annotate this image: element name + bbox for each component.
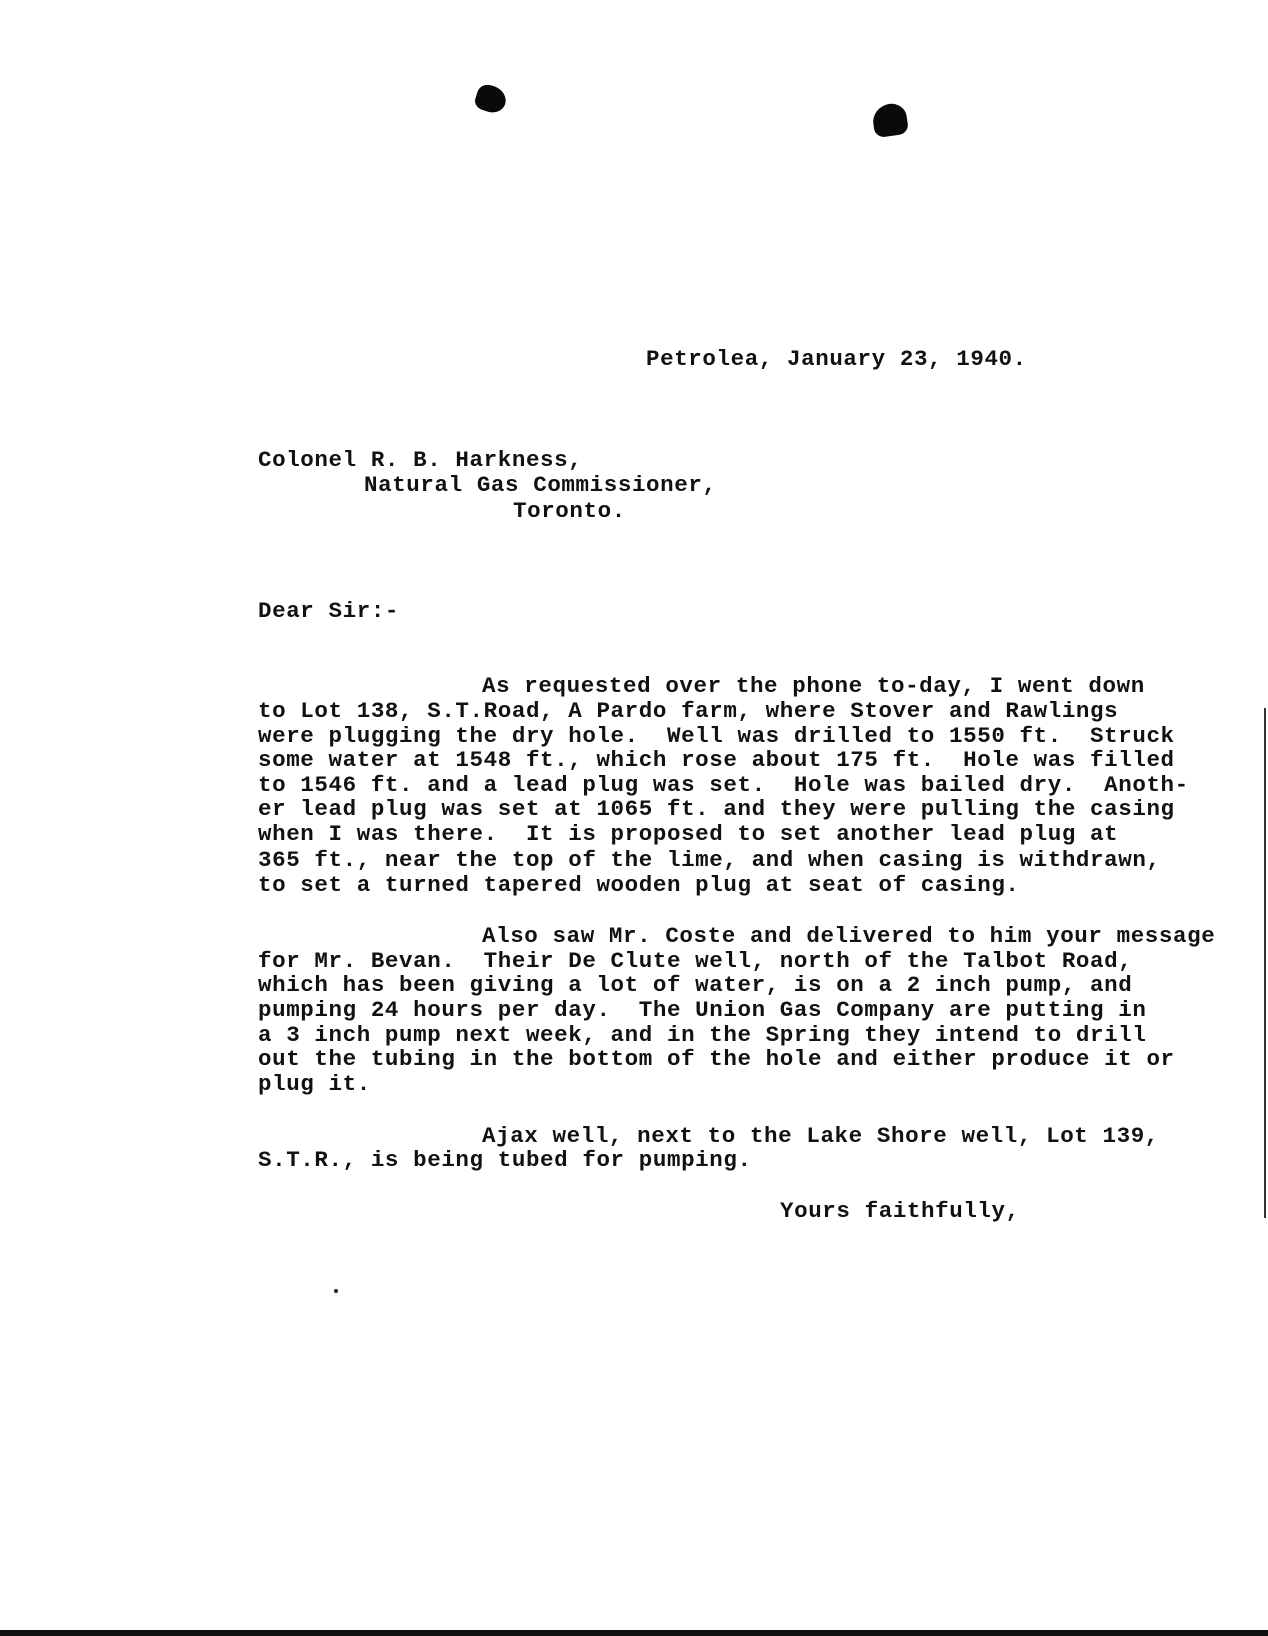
paragraph-2-line: which has been giving a lot of water, is on a 2 inch pump, and <box>258 972 1133 998</box>
paragraph-1-line: when I was there. It is proposed to set another lead plug at <box>258 821 1119 847</box>
paragraph-2-line: pumping 24 hours per day. The Union Gas Company are putting in <box>258 997 1147 1023</box>
paragraph-1-line: As requested over the phone to-day, I went down <box>482 673 1145 699</box>
paragraph-2-line: out the tubing in the bottom of the hole and either produce it or <box>258 1046 1175 1072</box>
recipient-title: Natural Gas Commissioner, <box>364 472 717 498</box>
recipient-city: Toronto. <box>513 498 626 524</box>
paragraph-1-line: some water at 1548 ft., which rose about 175 ft. Hole was filled <box>258 747 1175 773</box>
salutation: Dear Sir:- <box>258 598 400 624</box>
dateline: Petrolea, January 23, 1940. <box>646 346 1027 372</box>
paragraph-1-line: er lead plug was set at 1065 ft. and they were pulling the casing <box>258 796 1175 822</box>
paragraph-2-line: for Mr. Bevan. Their De Clute well, north of the Talbot Road, <box>258 948 1133 974</box>
page-edge-mark <box>1264 708 1266 1218</box>
paragraph-3-line: S.T.R., is being tubed for pumping. <box>258 1147 752 1173</box>
paragraph-3-line: Ajax well, next to the Lake Shore well, Lot 139, <box>482 1123 1159 1149</box>
paragraph-1-line: 365 ft., near the top of the lime, and when casing is withdrawn, <box>258 847 1161 873</box>
paragraph-1-line: to set a turned tapered wooden plug at seat of casing. <box>258 872 1020 898</box>
paragraph-1-line: were plugging the dry hole. Well was drilled to 1550 ft. Struck <box>258 723 1175 749</box>
page-bottom-edge <box>0 1630 1268 1636</box>
paragraph-2-line: a 3 inch pump next week, and in the Spring they intend to drill <box>258 1022 1147 1048</box>
ink-blot <box>473 82 510 116</box>
paragraph-1-line: to Lot 138, S.T.Road, A Pardo farm, where Stover and Rawlings <box>258 698 1119 724</box>
ink-blot <box>871 102 909 138</box>
recipient-name: Colonel R. B. Harkness, <box>258 447 583 473</box>
paragraph-1-line: to 1546 ft. and a lead plug was set. Hole was bailed dry. Anoth- <box>258 772 1189 798</box>
ink-speck <box>334 1289 338 1293</box>
paragraph-2-line: plug it. <box>258 1071 371 1097</box>
closing: Yours faithfully, <box>780 1198 1020 1224</box>
paragraph-2-line: Also saw Mr. Coste and delivered to him your message <box>482 923 1216 949</box>
